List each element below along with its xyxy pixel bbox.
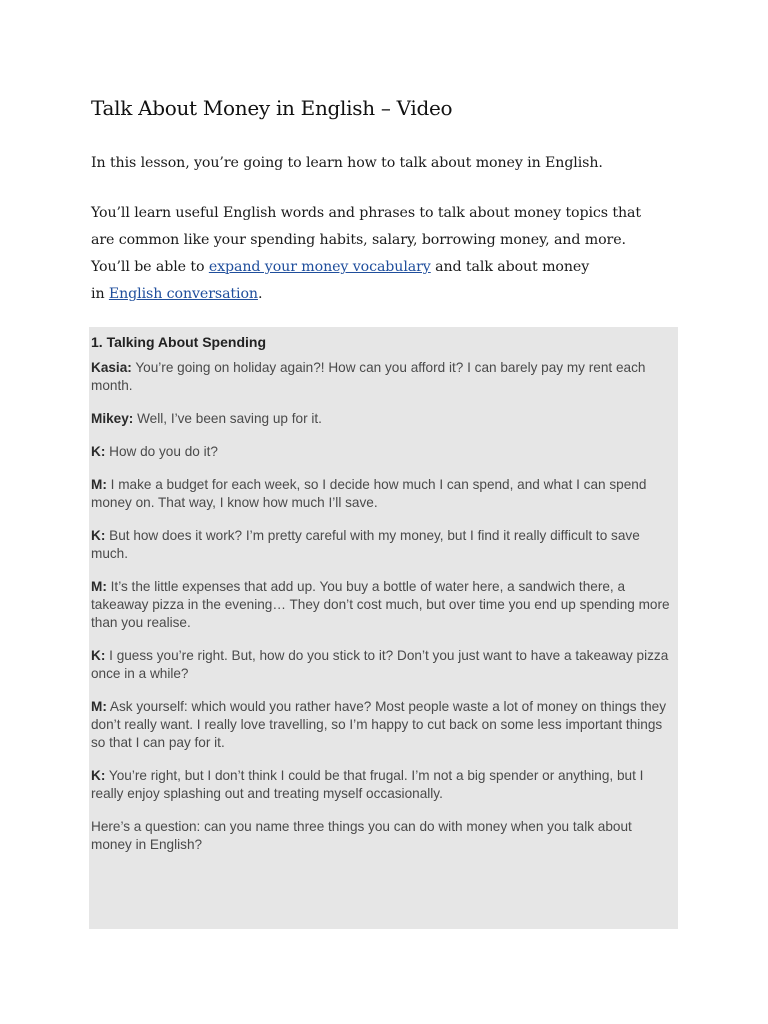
dialogue-line bbox=[91, 647, 672, 683]
dialogue-text: I make a budget for each week, so I decide how much I can spend, and what I can spend money on. That way, I know how much I’ll save. bbox=[91, 477, 647, 510]
description-line bbox=[91, 281, 681, 308]
dialogue-line bbox=[91, 698, 672, 752]
speaker-name: K: bbox=[91, 528, 106, 543]
text-span: and talk about money bbox=[430, 259, 590, 275]
dialogue-text: Ask yourself: which would you rather have? Most people waste a lot of money on things they don’t really want. I really love travelling, so I’m happy to cut back on some less important things so that I can pay for it. bbox=[91, 699, 667, 750]
dialogue-box bbox=[89, 327, 678, 929]
dialogue-text: I guess you’re right. But, how do you stick to it? Don’t you just want to have a takeaway pizza once in a while? bbox=[91, 648, 669, 681]
description-line bbox=[91, 254, 681, 281]
question-text: Here’s a question: can you name three things you can do with money when you talk about money in English? bbox=[91, 819, 632, 852]
dialogue-line bbox=[91, 767, 672, 803]
dialogue-line bbox=[91, 527, 672, 563]
speaker-name: K: bbox=[91, 768, 106, 783]
dialogue-heading: 1. Talking About Spending bbox=[91, 334, 266, 350]
dialogue-text: How do you do it? bbox=[105, 444, 218, 459]
text-span: . bbox=[257, 286, 263, 302]
speaker-name: M: bbox=[91, 477, 107, 492]
speaker-name: K: bbox=[91, 648, 106, 663]
speaker-name: M: bbox=[91, 579, 107, 594]
dialogue-text: Well, I’ve been saving up for it. bbox=[133, 411, 322, 426]
dialogue-text: It’s the little expenses that add up. You buy a bottle of water here, a sandwich there, a takeaway pizza in the evening… They don’t cost much, but over time you end up spending more than you realise. bbox=[91, 579, 670, 630]
dialogue-line bbox=[91, 443, 672, 461]
dialogue-line bbox=[91, 476, 672, 512]
speaker-name: Mikey: bbox=[91, 411, 134, 426]
speaker-name: K: bbox=[91, 444, 106, 459]
intro-paragraph: In this lesson, you’re going to learn how to talk about money in English. bbox=[91, 155, 603, 171]
description-line: are common like your spending habits, salary, borrowing money, and more. bbox=[91, 232, 626, 248]
dialogue-text: You’re going on holiday again?! How can you afford it? I can barely pay my rent each month. bbox=[91, 360, 646, 393]
text-span: You’ll be able to bbox=[91, 259, 209, 275]
dialogue-line bbox=[91, 410, 672, 428]
dialogue-text: You’re right, but I don’t think I could be that frugal. I’m not a big spender or anything, but I really enjoy splashing out and treating myself occasionally. bbox=[91, 768, 644, 801]
description-paragraph bbox=[91, 200, 681, 308]
speaker-name: Kasia: bbox=[91, 360, 132, 375]
english-conversation-link[interactable]: English conversation bbox=[108, 286, 258, 302]
speaker-name: M: bbox=[91, 699, 107, 714]
description-line: You’ll learn useful English words and phrases to talk about money topics that bbox=[91, 205, 641, 221]
page-title: Talk About Money in English – Video bbox=[91, 96, 453, 120]
money-vocabulary-link[interactable]: expand your money vocabulary bbox=[208, 259, 431, 275]
dialogue-line bbox=[91, 359, 672, 395]
text-span: in bbox=[91, 286, 109, 302]
dialogue-text: But how does it work? I’m pretty careful with my money, but I find it really difficult to save much. bbox=[91, 528, 640, 561]
dialogue-line bbox=[91, 578, 672, 632]
